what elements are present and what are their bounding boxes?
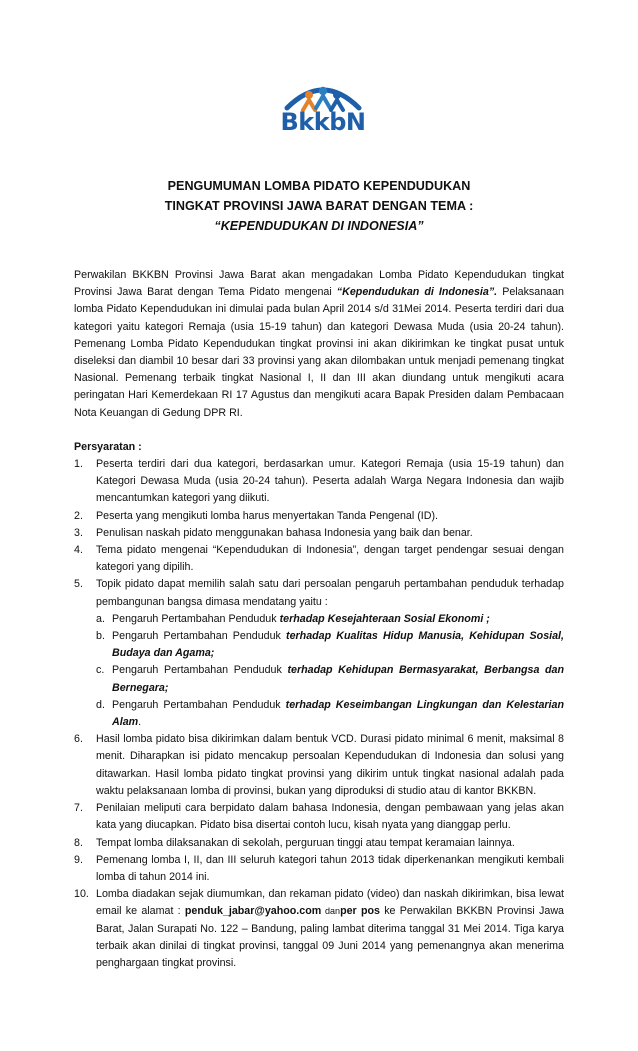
document-body — [74, 267, 564, 972]
sub-item-letter: b. — [96, 630, 105, 643]
title-line-3: “KEPENDUDUKAN DI INDONESIA” — [214, 219, 424, 233]
list-item — [74, 576, 564, 731]
item-text: Tema pidato mengenai “Kependudukan di Indonesia”, dengan target pendengar sesuai dengan kategori yang dipilih. — [96, 544, 564, 574]
item-text: Lomba diadakan sejak diumumkan, dan rekaman pidato (video) dan naskah dikirimkan, bisa lewat email ke alamat : — [96, 888, 564, 918]
item-text: Penilaian meliputi cara berpidato dalam bahasa Indonesia, dengan pembawaan yang jelas akan kata yang diucapkan. Pidato bisa disertai contoh lucu, kisah nyata yang dianggap perlu. — [96, 802, 564, 832]
title-line-2: TINGKAT PROVINSI JAWA BARAT DENGAN TEMA : — [164, 199, 474, 213]
sub-item-emphasis: terhadap Kesejahteraan Sosial Ekonomi ; — [279, 612, 490, 625]
title-line-1: PENGUMUMAN LOMBA PIDATO KEPENDUDUKAN — [167, 179, 471, 193]
sub-item-suffix: . — [138, 716, 142, 729]
list-item — [74, 542, 564, 576]
list-item — [74, 800, 564, 834]
list-item — [74, 456, 564, 508]
list-item — [74, 886, 564, 972]
item-number: 5. — [74, 578, 83, 591]
sub-item-prefix: Pengaruh Pertambahan Penduduk — [112, 664, 288, 677]
per-pos-text: per pos — [340, 905, 380, 918]
item-text-continued: ke Perwakilan BKKBN Provinsi Jawa Barat, Jalan Surapati No. 122 – Bandung, paling lambat diterima tanggal 31 Mei 2014. Tiga karya terbaik akan dinilai di tingkat provinsi, tanggal 09 Juni 2014 yang pemenangnya akan menerima penghargaan tingkat provinsi. — [96, 905, 564, 969]
sub-item-letter: c. — [96, 664, 105, 677]
email-address: penduk_jabar@yahoo.com — [184, 905, 322, 918]
sublist-item — [96, 628, 564, 662]
item-text: Hasil lomba pidato bisa dikirimkan dalam bentuk VCD. Durasi pidato minimal 6 menit, maksimal 8 menit. Diharapkan isi pidato mencakup persoalan Kependudukan di Indonesia dan solusi yang ditawarkan. Hasil lomba pidato tingkat provinsi yang dikirim untuk tingkat nasional adalah pada waktu pelaksanaan lomba di provinsi, bukan yang diproduksi di studio atau di kantor BKKBN. — [96, 733, 564, 797]
bkkbn-logo — [273, 78, 373, 144]
item-number: 10. — [74, 888, 89, 901]
item-text: Pemenang lomba I, II, dan III seluruh kategori tahun 2013 tidak diperkenankan mengikuti kembali lomba di tahun 2014 ini. — [96, 853, 564, 883]
requirements-heading: Persyaratan : — [74, 440, 142, 453]
list-item — [74, 835, 564, 852]
list-item — [74, 731, 564, 800]
item-number: 1. — [74, 458, 83, 471]
item-number: 8. — [74, 836, 83, 849]
intro-text-2: Pelaksanaan lomba Pidato Kependudukan ini dimulai pada bulan April 2014 s/d 31Mei 2014. Peserta terdiri dari dua kategori yaitu kategori Remaja (usia 15-19 tahun) dan kategori Dewasa Muda (usia 20-24 tahun). Pemenang Lomba Pidato Kependudukan tingkat provinsi ini akan dikirimkan ke tingkat pusat untuk diseleksi dan diambil 10 besar dari 33 provinsi yang akan dilombakan untuk menjadi pemenang tingkat Nasional. Pemenang terbaik tingkat Nasional I, II dan III akan diundang untuk mengikuti acara peringatan Hari Kemerdekaan RI 17 Agustus dan mengikuti acara Bapak Presiden dalam Pembacaan Nota Keuangan di Gedung DPR RI. — [74, 286, 564, 419]
item-number: 2. — [74, 509, 83, 522]
item-text: Topik pidato dapat memilih salah satu dari persoalan pengaruh pertambahan penduduk terhadap pembangunan bangsa dimasa mendatang yaitu : — [96, 578, 564, 608]
sub-item-letter: d. — [96, 698, 105, 711]
sub-item-letter: a. — [96, 612, 105, 625]
item-number: 7. — [74, 802, 83, 815]
sublist-item — [96, 662, 564, 696]
topic-sublist — [96, 611, 564, 731]
conjunction-dan: dan — [321, 906, 341, 917]
sublist-item — [96, 697, 564, 731]
item-text: Peserta yang mengikuti lomba harus menyertakan Tanda Pengenal (ID). — [96, 509, 438, 522]
intro-theme: “Kependudukan di Indonesia”. — [336, 286, 498, 299]
list-item — [74, 525, 564, 542]
sub-item-emphasis: terhadap Kehidupan Bermasyarakat, Berbangsa dan Bernegara; — [112, 664, 565, 694]
sub-item-emphasis: terhadap Keseimbangan Lingkungan dan Kelestarian Alam — [112, 698, 564, 729]
sub-item-prefix: Pengaruh Pertambahan Penduduk — [112, 698, 286, 711]
requirements-list — [74, 456, 564, 972]
logo-wordmark: BkkbN — [280, 108, 366, 136]
sublist-item — [96, 611, 564, 628]
intro-paragraph — [74, 267, 564, 422]
sub-item-prefix: Pengaruh Pertambahan Penduduk — [112, 630, 287, 643]
item-number: 6. — [74, 733, 83, 746]
item-text: Penulisan naskah pidato menggunakan bahasa Indonesia yang baik dan benar. — [96, 526, 473, 539]
item-number: 3. — [74, 526, 83, 539]
item-number: 9. — [74, 853, 83, 866]
intro-text-1: Perwakilan BKKBN Provinsi Jawa Barat akan mengadakan Lomba Pidato Kependudukan tingkat Provinsi Jawa Barat dengan Tema Pidato mengenai — [74, 269, 564, 299]
list-item — [74, 852, 564, 886]
item-text: Tempat lomba dilaksanakan di sekolah, perguruan tinggi atau tempat keramaian lainnya. — [96, 836, 515, 849]
list-item — [74, 508, 564, 525]
announcement-title — [74, 176, 564, 236]
sub-item-prefix: Pengaruh Pertambahan Penduduk — [112, 612, 280, 625]
sub-item-emphasis: terhadap Kualitas Hidup Manusia, Kehidupan Sosial, Budaya dan Agama; — [112, 630, 564, 660]
item-text: Peserta terdiri dari dua kategori, berdasarkan umur. Kategori Remaja (usia 15-19 tahun) dan Kategori Dewasa Muda (usia 20-24 tahun). Peserta adalah Warga Negara Indonesia dan wajib mencantumkan kategori yang diikuti. — [96, 458, 564, 505]
item-number: 4. — [74, 544, 83, 557]
